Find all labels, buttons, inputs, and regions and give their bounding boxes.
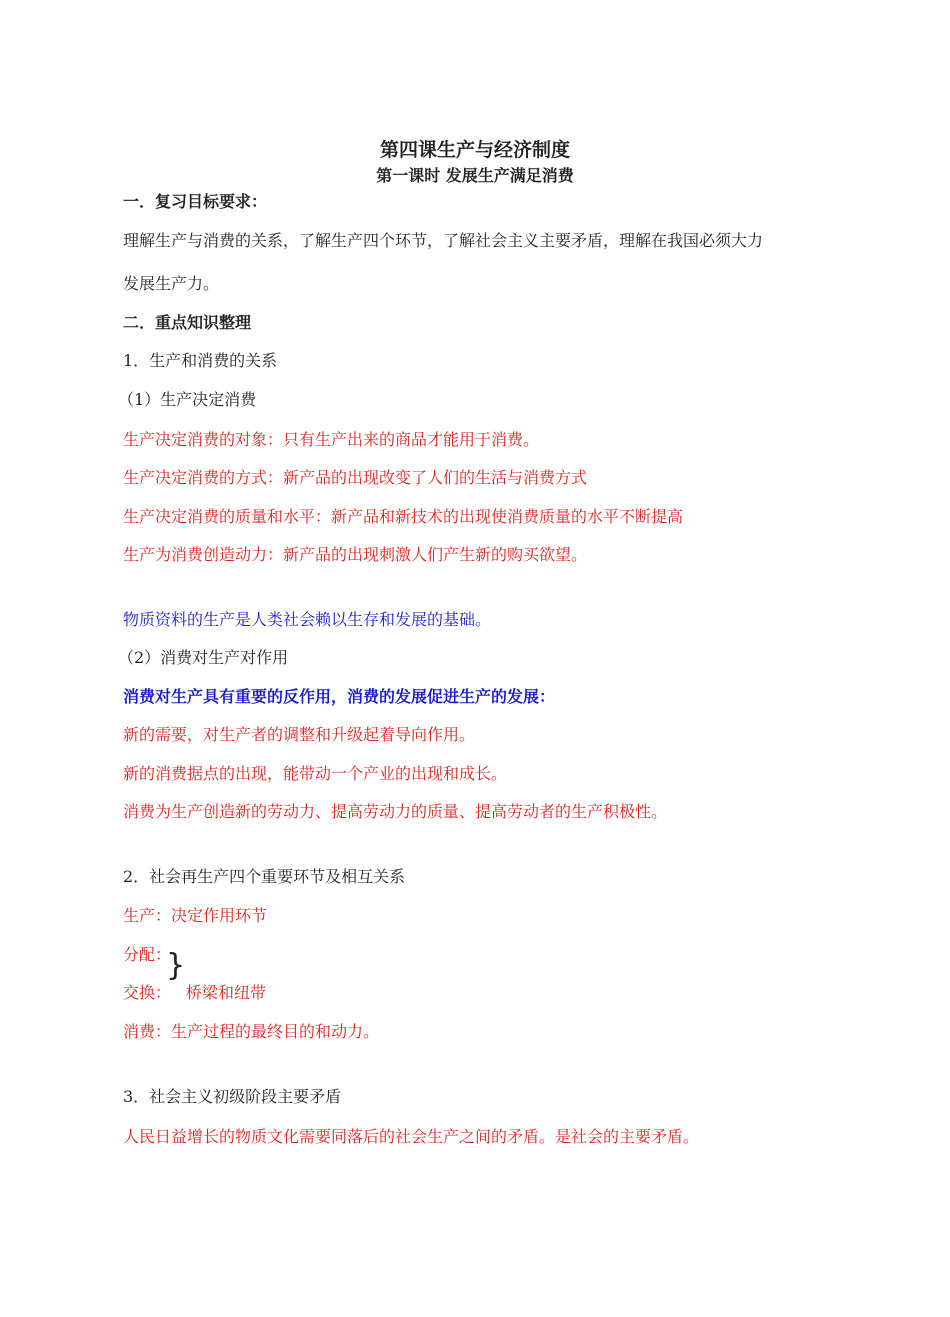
page-subtitle: 第一课时 发展生产满足消费 xyxy=(376,166,574,185)
page-title: 第四课生产与经济制度 xyxy=(379,139,570,161)
item1-sub2: （2）消费对生产对作用 xyxy=(118,648,289,667)
item1-sub1: （1）生产决定消费 xyxy=(118,390,257,409)
item1-heading: 1．生产和消费的关系 xyxy=(123,351,278,370)
point-new-hotspots: 新的消费据点的出现，能带动一个产业的出现和成长。 xyxy=(123,764,508,783)
point-consumption-object: 生产决定消费的对象：只有生产出来的商品才能用于消费。 xyxy=(123,430,540,449)
production-basis: 物质资料的生产是人类社会赖以生存和发展的基础。 xyxy=(123,610,492,629)
point-consumption-motivation: 生产为消费创造动力：新产品的出现刺激人们产生新的购买欲望。 xyxy=(123,545,588,564)
point-consumption-mode: 生产决定消费的方式：新产品的出现改变了人们的生活与消费方式 xyxy=(123,468,588,487)
link-distribution: 分配： xyxy=(123,945,172,964)
link-bridge: 桥梁和纽带 xyxy=(186,983,267,1002)
section2-heading: 二．重点知识整理 xyxy=(123,313,252,332)
point-new-needs: 新的需要，对生产者的调整和升级起着导向作用。 xyxy=(123,725,476,744)
section1-heading: 一．复习目标要求： xyxy=(123,192,268,211)
item3-heading: 3．社会主义初级阶段主要矛盾 xyxy=(123,1087,342,1106)
section1-text-line2: 发展生产力。 xyxy=(123,274,220,293)
principal-contradiction: 人民日益增长的物质文化需要同落后的社会生产之间的矛盾。是社会的主要矛盾。 xyxy=(123,1127,700,1146)
bracket-symbol: } xyxy=(166,948,186,983)
point-labor-force: 消费为生产创造新的劳动力、提高劳动力的质量、提高劳动者的生产积极性。 xyxy=(123,802,668,821)
link-production: 生产：决定作用环节 xyxy=(123,906,268,925)
link-consumption: 消费：生产过程的最终目的和动力。 xyxy=(123,1022,380,1041)
section1-text-line1: 理解生产与消费的关系，了解生产四个环节，了解社会主义主要矛盾，理解在我国必须大力 xyxy=(123,231,764,250)
link-exchange: 交换： xyxy=(123,983,172,1002)
item2-heading: 2．社会再生产四个重要环节及相互关系 xyxy=(123,867,406,886)
consumption-reaction: 消费对生产具有重要的反作用，消费的发展促进生产的发展： xyxy=(123,687,556,706)
point-consumption-quality: 生产决定消费的质量和水平：新产品和新技术的出现使消费质量的水平不断提高 xyxy=(123,507,684,526)
